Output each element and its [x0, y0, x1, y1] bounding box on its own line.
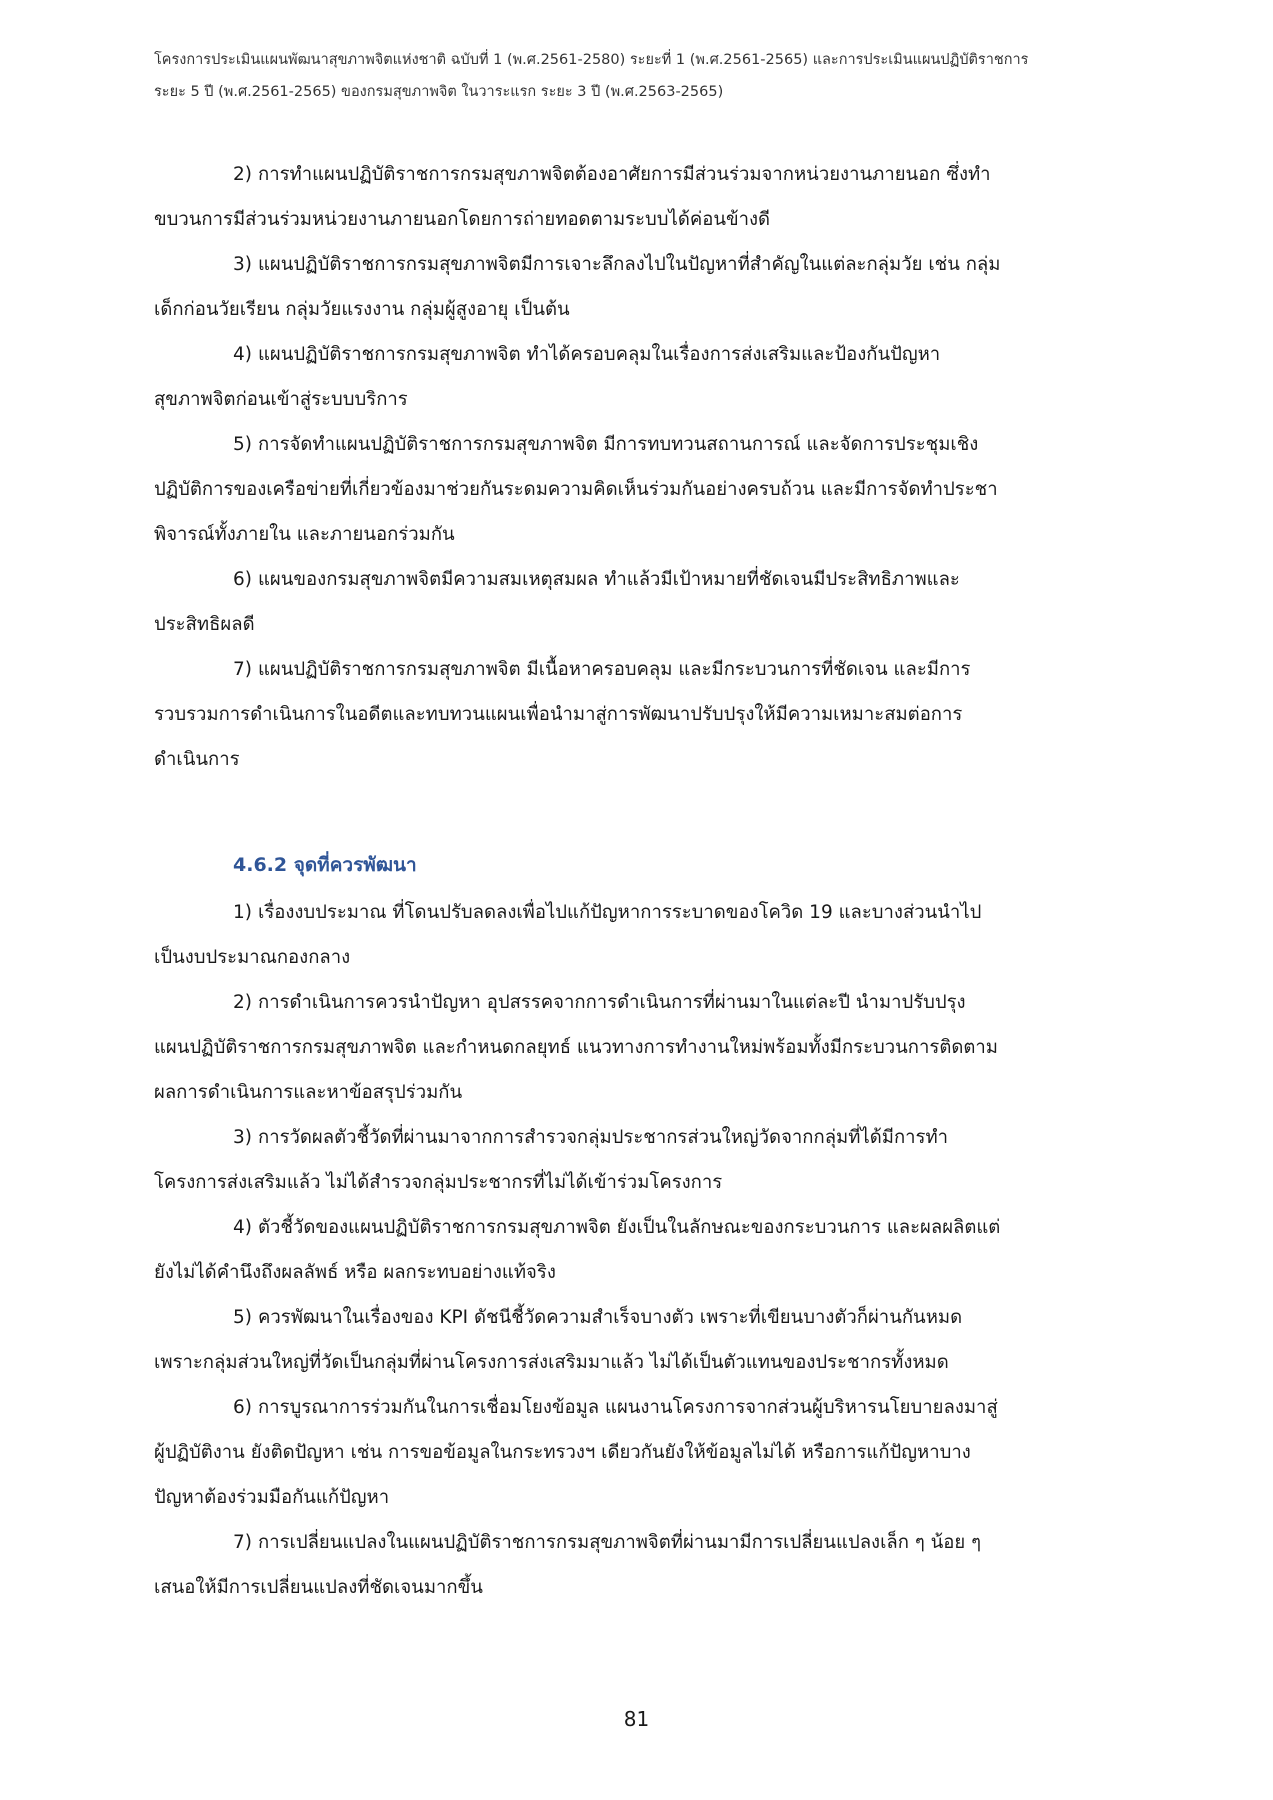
list-item-number: 3): [233, 254, 252, 275]
list-item-text: ผลการดำเนินการและหาข้อสรุปร่วมกัน: [154, 1082, 463, 1103]
list-item-line: [154, 737, 1122, 782]
list-item: [154, 1205, 1122, 1295]
list-item-line: [154, 935, 1122, 980]
list-item-line: [154, 980, 1122, 1025]
list-item-text: โครงการส่งเสริมแล้ว ไม่ได้สำรวจกลุ่มประชากรที่ไม่ได้เข้าร่วมโครงการ: [154, 1172, 723, 1193]
list-item-line: [154, 890, 1122, 935]
list-item-text: แผนปฏิบัติราชการกรมสุขภาพจิต และกำหนดกลยุทธ์ แนวทางการทำงานใหม่พร้อมทั้งมีกระบวนการติดตาม: [154, 1037, 998, 1058]
list-item: [154, 422, 1122, 557]
list-item-text: ตัวชี้วัดของแผนปฏิบัติราชการกรมสุขภาพจิต ยังเป็นในลักษณะของกระบวนการ และผลผลิตแต่: [258, 1217, 1001, 1238]
list-item-number: 2): [233, 992, 252, 1013]
list-item-line: [154, 287, 1122, 332]
list-item-number: 6): [233, 569, 252, 590]
running-header-line-2: ระยะ 5 ปี (พ.ศ.2561-2565) ของกรมสุขภาพจิต ในวาระแรก ระยะ 3 ปี (พ.ศ.2563-2565): [154, 84, 724, 100]
list-item-text: ขบวนการมีส่วนร่วมหน่วยงานภายนอกโดยการถ่ายทอดตามระบบได้ค่อนข้างดี: [154, 209, 771, 230]
list-item-line: [154, 197, 1122, 242]
list-item-line: [154, 1430, 1122, 1475]
list-item-number: 2): [233, 164, 252, 185]
section-heading: 4.6.2 จุดที่ควรพัฒนา: [233, 854, 417, 876]
list-item-text: แผนปฏิบัติราชการกรมสุขภาพจิต ทำได้ครอบคลุมในเรื่องการส่งเสริมและป้องกันปัญหา: [258, 344, 941, 365]
running-header-line-1: โครงการประเมินแผนพัฒนาสุขภาพจิตแห่งชาติ ฉบับที่ 1 (พ.ศ.2561-2580) ระยะที่ 1 (พ.ศ.2561-2565) และการประเมินแผนปฏิบัติราชการ: [154, 52, 1029, 68]
list-item-line: [154, 602, 1122, 647]
improvements-list: [154, 890, 1122, 1610]
list-item-line: [154, 422, 1122, 467]
list-item-line: [154, 692, 1122, 737]
list-item-number: 6): [233, 1397, 252, 1418]
list-item-number: 5): [233, 1307, 252, 1328]
list-item-line: [154, 1520, 1122, 1565]
list-item: [154, 1520, 1122, 1610]
list-item-line: [154, 152, 1122, 197]
list-item-text: แผนปฏิบัติราชการกรมสุขภาพจิต มีเนื้อหาครอบคลุม และมีกระบวนการที่ชัดเจน และมีการ: [258, 659, 971, 680]
list-item-line: [154, 242, 1122, 287]
list-item-line: [154, 557, 1122, 602]
list-item: [154, 1385, 1122, 1520]
list-item-text: เด็กก่อนวัยเรียน กลุ่มวัยแรงงาน กลุ่มผู้สูงอายุ เป็นต้น: [154, 299, 570, 320]
list-item-line: [154, 1475, 1122, 1520]
list-item: [154, 1115, 1122, 1205]
list-item: [154, 557, 1122, 647]
list-item-text: ประสิทธิผลดี: [154, 614, 255, 635]
list-item-line: [154, 1565, 1122, 1610]
list-item-number: 7): [233, 1532, 252, 1553]
page-number: 81: [623, 1707, 650, 1731]
list-item-line: [154, 377, 1122, 422]
list-item-line: [154, 512, 1122, 557]
list-item-line: [154, 332, 1122, 377]
list-item-text: การจัดทำแผนปฏิบัติราชการกรมสุขภาพจิต มีการทบทวนสถานการณ์ และจัดการประชุมเชิง: [258, 434, 979, 455]
list-item-text: ปฏิบัติการของเครือข่ายที่เกี่ยวข้องมาช่วยกันระดมความคิดเห็นร่วมกันอย่างครบถ้วน และมีการจัดทำประชา: [154, 479, 998, 500]
list-item-line: [154, 1340, 1122, 1385]
list-item-text: ดำเนินการ: [154, 749, 240, 770]
list-item-text: ยังไม่ได้คำนึงถึงผลลัพธ์ หรือ ผลกระทบอย่างแท้จริง: [154, 1262, 556, 1283]
list-item-text: การเปลี่ยนแปลงในแผนปฏิบัติราชการกรมสุขภาพจิตที่ผ่านมามีการเปลี่ยนแปลงเล็ก ๆ น้อย ๆ: [258, 1532, 982, 1553]
list-item-text: ผู้ปฏิบัติงาน ยังติดปัญหา เช่น การขอข้อมูลในกระทรวงฯ เดียวกันยังให้ข้อมูลไม่ได้ หรือการแก้ปัญหาบาง: [154, 1442, 971, 1463]
list-item-line: [154, 1025, 1122, 1070]
list-item-text: เรื่องงบประมาณ ที่โดนปรับลดลงเพื่อไปแก้ปัญหาการระบาดของโควิด 19 และบางส่วนนำไป: [258, 902, 982, 923]
list-item-number: 3): [233, 1127, 252, 1148]
list-item-line: [154, 467, 1122, 512]
list-item-text: แผนปฏิบัติราชการกรมสุขภาพจิตมีการเจาะลึกลงไปในปัญหาที่สำคัญในแต่ละกลุ่มวัย เช่น กลุ่ม: [258, 254, 1001, 275]
list-item-number: 7): [233, 659, 252, 680]
list-item-text: เพราะกลุ่มส่วนใหญ่ที่วัดเป็นกลุ่มที่ผ่านโครงการส่งเสริมมาแล้ว ไม่ได้เป็นตัวแทนของประชากรทั้งหมด: [154, 1352, 949, 1373]
list-item: [154, 1295, 1122, 1385]
list-item-line: [154, 1385, 1122, 1430]
list-item-line: [154, 1250, 1122, 1295]
list-item-text: ปัญหาต้องร่วมมือกันแก้ปัญหา: [154, 1487, 390, 1508]
list-item-text: การทำแผนปฏิบัติราชการกรมสุขภาพจิตต้องอาศัยการมีส่วนร่วมจากหน่วยงานภายนอก ซึ่งทำ: [258, 164, 991, 185]
list-item-text: การดำเนินการควรนำปัญหา อุปสรรคจากการดำเนินการที่ผ่านมาในแต่ละปี นำมาปรับปรุง: [258, 992, 966, 1013]
list-item-number: 5): [233, 434, 252, 455]
list-item-line: [154, 1160, 1122, 1205]
list-item: [154, 980, 1122, 1115]
list-item-line: [154, 1070, 1122, 1115]
list-item: [154, 242, 1122, 332]
list-item-line: [154, 1295, 1122, 1340]
strengths-list: [154, 152, 1122, 782]
list-item-text: เสนอให้มีการเปลี่ยนแปลงที่ชัดเจนมากขึ้น: [154, 1577, 483, 1598]
list-item: [154, 332, 1122, 422]
list-item-text: การบูรณาการร่วมกันในการเชื่อมโยงข้อมูล แผนงานโครงการจากส่วนผู้บริหารนโยบายลงมาสู่: [258, 1397, 998, 1418]
list-item-text: แผนของกรมสุขภาพจิตมีความสมเหตุสมผล ทำแล้วมีเป้าหมายที่ชัดเจนมีประสิทธิภาพและ: [258, 569, 960, 590]
list-item-line: [154, 1115, 1122, 1160]
list-item-number: 4): [233, 344, 252, 365]
list-item-text: ควรพัฒนาในเรื่องของ KPI ดัชนีชี้วัดความสำเร็จบางตัว เพราะที่เขียนบางตัวก็ผ่านกันหมด: [258, 1307, 963, 1328]
list-item-text: เป็นงบประมาณกองกลาง: [154, 947, 351, 968]
running-header: [154, 44, 1134, 108]
list-item: [154, 890, 1122, 980]
list-item-line: [154, 1205, 1122, 1250]
list-item: [154, 647, 1122, 782]
list-item-text: พิจารณ์ทั้งภายใน และภายนอกร่วมกัน: [154, 524, 455, 545]
list-item-text: สุขภาพจิตก่อนเข้าสู่ระบบบริการ: [154, 389, 408, 410]
list-item-line: [154, 647, 1122, 692]
list-item-number: 4): [233, 1217, 252, 1238]
list-item-text: รวบรวมการดำเนินการในอดีตและทบทวนแผนเพื่อนำมาสู่การพัฒนาปรับปรุงให้มีความเหมาะสมต่อการ: [154, 704, 963, 725]
list-item-text: การวัดผลตัวชี้วัดที่ผ่านมาจากการสำรวจกลุ่มประชากรส่วนใหญ่วัดจากกลุ่มที่ได้มีการทำ: [258, 1127, 949, 1148]
list-item-number: 1): [233, 902, 252, 923]
list-item: [154, 152, 1122, 242]
